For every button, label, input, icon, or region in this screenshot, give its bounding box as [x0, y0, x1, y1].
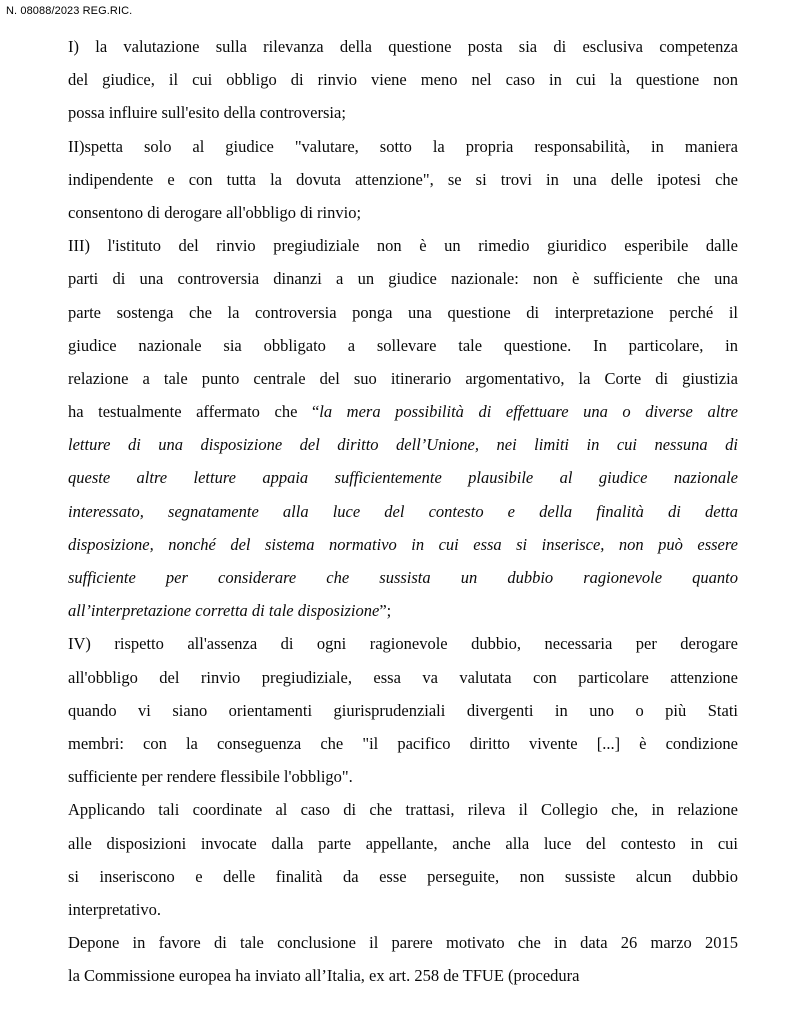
line-text: IV) rispetto all'assenza di ogni ragionevole dubbio, necessaria per derogare	[68, 634, 738, 654]
text-line	[68, 163, 738, 196]
text-line	[68, 262, 738, 295]
quoted-citation-text: sufficiente per considerare che sussista un dubbio ragionevole quanto	[68, 568, 738, 587]
text-line	[68, 793, 738, 826]
text-line	[68, 594, 738, 627]
line-text: ha testualmente affermato che “	[68, 402, 320, 422]
line-text: relazione a tale punto centrale del suo itinerario argomentativo, la Corte di giustizia	[68, 368, 738, 388]
line-text: interpretativo.	[68, 899, 162, 919]
text-line	[68, 329, 738, 362]
line-text: giudice nazionale sia obbligato a sollevare tale questione. In particolare, in	[68, 335, 738, 355]
text-line	[68, 528, 738, 561]
line-text: sufficiente per rendere flessibile l'obbligo".	[68, 767, 353, 787]
quoted-citation-text: letture di una disposizione del diritto dell’Unione, nei limiti in cui nessuna di	[68, 435, 738, 455]
text-line	[68, 860, 738, 893]
line-text: quando vi siano orientamenti giurisprudenziali divergenti in uno o più Stati	[68, 700, 738, 720]
text-line	[68, 760, 738, 793]
text-line	[68, 229, 738, 262]
line-text: I) la valutazione sulla rilevanza della questione posta sia di esclusiva competenza	[68, 37, 738, 56]
text-line	[68, 296, 738, 329]
line-text: indipendente e con tutta la dovuta attenzione", se si trovi in una delle ipotesi che	[68, 169, 738, 189]
text-line	[68, 694, 738, 727]
line-text: all'obbligo del rinvio pregiudiziale, essa va valutata con particolare attenzione	[68, 667, 738, 687]
paragraph-1	[68, 30, 738, 130]
line-text: possa influire sull'esito della controversia;	[68, 103, 346, 123]
text-line	[68, 196, 738, 229]
line-text: ”;	[379, 601, 392, 621]
line-text: membri: con la conseguenza che "il pacifico diritto vivente [...] è condizione	[68, 733, 738, 753]
line-text: alle disposizioni invocate dalla parte appellante, anche alla luce del contesto in cui	[68, 833, 738, 853]
text-line	[68, 561, 738, 594]
document-body	[68, 30, 738, 992]
text-line	[68, 827, 738, 860]
line-text: Applicando tali coordinate al caso di che trattasi, rileva il Collegio che, in relazione	[68, 800, 738, 820]
quoted-citation-text: all’interpretazione corretta di tale disposizione	[68, 601, 380, 621]
quoted-citation-text: queste altre letture appaia sufficientemente plausibile al giudice nazionale	[68, 468, 738, 488]
line-text: Depone in favore di tale conclusione il parere motivato che in data 26 marzo 2015	[68, 933, 738, 953]
paragraph-3	[68, 229, 738, 627]
quoted-citation-text: interessato, segnatamente alla luce del contesto e della finalità di detta	[68, 501, 738, 521]
text-line	[68, 627, 738, 660]
text-line	[68, 63, 738, 96]
text-line	[68, 96, 738, 129]
text-line	[68, 395, 738, 428]
line-text: II)spetta solo al giudice "valutare, sotto la propria responsabilità, in maniera	[68, 136, 738, 156]
text-line	[68, 30, 738, 63]
line-text: parti di una controversia dinanzi a un giudice nazionale: non è sufficiente che una	[68, 269, 738, 289]
text-line	[68, 130, 738, 163]
text-line	[68, 661, 738, 694]
text-line	[68, 428, 738, 461]
quoted-citation-text: disposizione, nonché del sistema normativo in cui essa si inserisce, non può essere	[68, 534, 738, 554]
text-line	[68, 495, 738, 528]
text-line	[68, 362, 738, 395]
paragraph-4	[68, 627, 738, 793]
quoted-citation-text: la mera possibilità di effettuare una o diverse altre	[319, 402, 738, 422]
paragraph-6	[68, 926, 738, 992]
paragraph-5	[68, 793, 738, 926]
text-line	[68, 727, 738, 760]
text-line	[68, 461, 738, 494]
text-line	[68, 893, 738, 926]
paragraph-2	[68, 130, 738, 230]
line-text: si inseriscono e delle finalità da esse perseguite, non sussiste alcun dubbio	[68, 866, 738, 886]
line-text: la Commissione europea ha inviato all’Italia, ex art. 258 de TFUE (procedura	[68, 966, 580, 986]
text-line	[68, 926, 738, 959]
line-text: del giudice, il cui obbligo di rinvio viene meno nel caso in cui la questione non	[68, 70, 738, 90]
line-text: consentono di derogare all'obbligo di rinvio;	[68, 202, 362, 222]
line-text: parte sostenga che la controversia ponga una questione di interpretazione perché il	[68, 302, 738, 322]
text-line	[68, 959, 738, 992]
registry-number-header: N. 08088/2023 REG.RIC.	[6, 5, 133, 17]
line-text: III) l'istituto del rinvio pregiudiziale non è un rimedio giuridico esperibile dalle	[68, 236, 738, 256]
